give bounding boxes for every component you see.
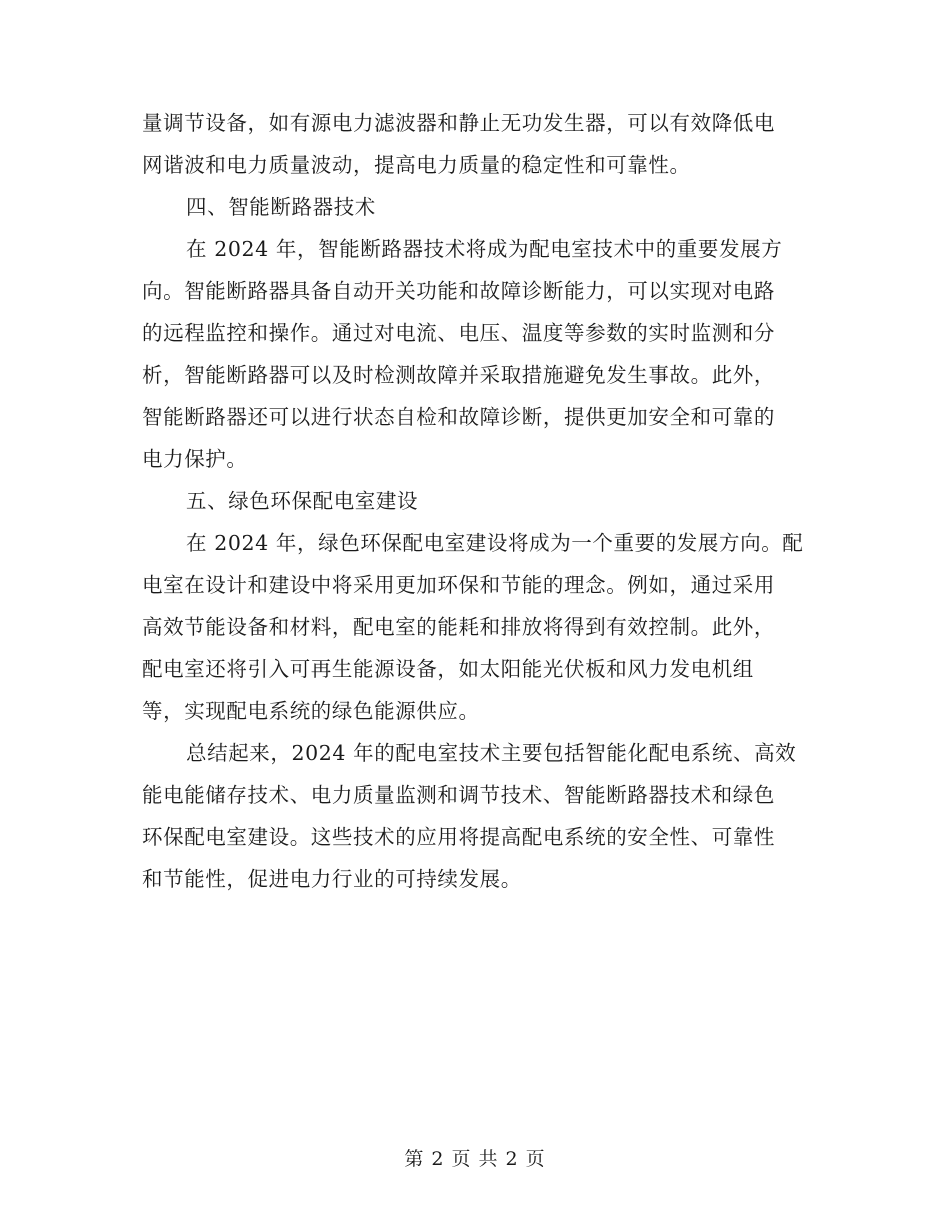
page-number-footer: 第 2 页 共 2 页 (404, 1148, 546, 1170)
paragraph-line: 的远程监控和操作。通过对电流、电压、温度等参数的实时监测和分 (142, 321, 775, 345)
paragraph-line: 电力保护。 (142, 447, 248, 471)
section-heading-4: 四、智能断路器技术 (186, 195, 376, 219)
document-body (142, 102, 802, 900)
paragraph-line: 向。智能断路器具备自动开关功能和故障诊断能力，可以实现对电路 (142, 279, 775, 303)
paragraph-line: 在 2024 年，智能断路器技术将成为配电室技术中的重要发展方 (186, 237, 783, 261)
paragraph-line: 智能断路器还可以进行状态自检和故障诊断，提供更加安全和可靠的 (142, 405, 775, 429)
paragraph-line: 析，智能断路器可以及时检测故障并采取措施避免发生事故。此外， (142, 363, 775, 387)
paragraph-line: 高效节能设备和材料，配电室的能耗和排放将得到有效控制。此外， (142, 615, 775, 639)
paragraph-line: 总结起来，2024 年的配电室技术主要包括智能化配电系统、高效 (186, 741, 797, 765)
paragraph-line: 在 2024 年，绿色环保配电室建设将成为一个重要的发展方向。配 (186, 531, 804, 555)
section-heading-5: 五、绿色环保配电室建设 (186, 489, 419, 513)
paragraph-line: 和节能性，促进电力行业的可持续发展。 (142, 867, 522, 891)
paragraph-line: 电室在设计和建设中将采用更加环保和节能的理念。例如，通过采用 (142, 573, 775, 597)
paragraph-line: 网谐波和电力质量波动，提高电力质量的稳定性和可靠性。 (142, 153, 691, 177)
paragraph-line: 环保配电室建设。这些技术的应用将提高配电系统的安全性、可靠性 (142, 825, 775, 849)
paragraph-line: 量调节设备，如有源电力滤波器和静止无功发生器，可以有效降低电 (142, 111, 775, 135)
paragraph-line: 配电室还将引入可再生能源设备，如太阳能光伏板和风力发电机组 (142, 657, 754, 681)
paragraph-line: 能电能储存技术、电力质量监测和调节技术、智能断路器技术和绿色 (142, 783, 775, 807)
paragraph-line: 等，实现配电系统的绿色能源供应。 (142, 699, 480, 723)
